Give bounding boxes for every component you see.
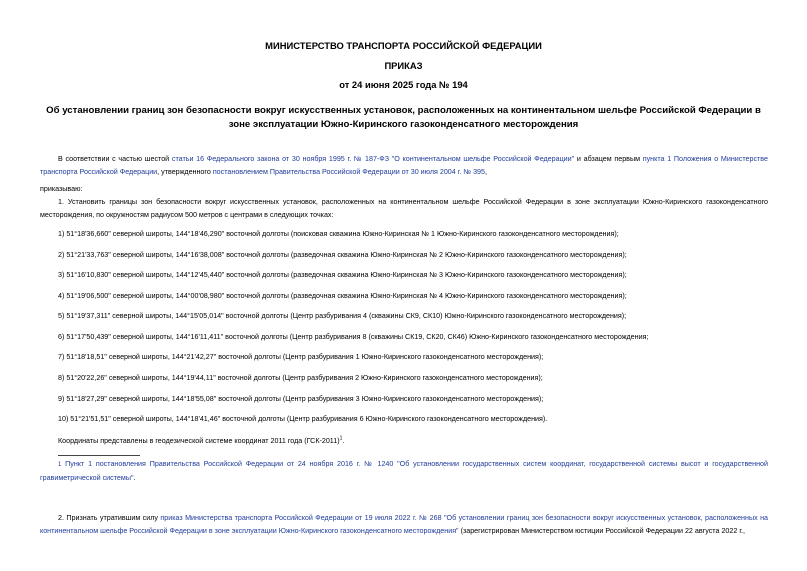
item-2-text-1: 2. Признать утратившим силу <box>58 514 161 522</box>
footnote-text <box>40 458 768 484</box>
coordinate-system-end: . <box>342 437 345 445</box>
document-title: Об установлении границ зон безопасности вокруг искусственных установок, расположенных на континентальном шельфе Российской Федерации в зоне эксплуатации Южно-Киринского газоконденсатного месторождения <box>46 105 761 130</box>
order-word: приказываю: <box>40 185 83 193</box>
item-2-text-2: (зарегистрирован Министерством юстиции Российской Федерации 22 августа 2022 г., <box>458 526 746 535</box>
preamble-text-4: , <box>485 167 487 176</box>
preamble-text-1: В соответствии с частью шестой <box>58 155 172 163</box>
preamble-text-3: , утвержденного <box>157 167 213 176</box>
item-2-paragraph <box>40 512 768 537</box>
point-item: 1) 51°18'36,660" северной широты, 144°18'46,290" восточной долготы (поисковая скважина Южно-Киринская № 1 Южно-Киринского газоконденсатного месторождения); <box>58 230 619 238</box>
preamble-text-2: и абзацем первым <box>574 155 643 163</box>
footnote-link[interactable]: Пункт 1 постановления Правительства Российской Федерации от 24 ноября 2016 г. № 1240 "Об установлении государственных систем координат, государственной системы высот и государственной гравиметрической системы" <box>40 460 769 482</box>
footnote-end: . <box>133 473 136 482</box>
document-type: ПРИКАЗ <box>384 60 423 71</box>
point-item: 7) 51°18'18,51" северной широты, 144°21'42,27" восточной долготы (Центр разбуривания 1 Южно-Киринского газоконденсатного месторождения); <box>58 353 544 361</box>
document-date-number: от 24 июня 2025 года № 194 <box>339 79 468 90</box>
point-item: 6) 51°17'50,439" северной широты, 144°16'11,411" восточной долготы (Центр разбуривания 8 (скважины СК19, СК20, СК46) Южно-Киринского газоконденсатного месторождения; <box>58 333 649 341</box>
point-item: 4) 51°19'06,500" северной широты, 144°00'08,980" восточной долготы (разведочная скважина Южно-Киринская № 4 Южно-Киринского газоконденсатного месторождения); <box>58 292 627 300</box>
point-item: 8) 51°20'22,26" северной широты, 144°19'44,11" восточной долготы (Центр разбуривания 2 Южно-Киринского газоконденсатного месторождения); <box>58 374 543 382</box>
law-link[interactable]: статьи 16 Федерального закона от 30 ноября 1995 г. № 187-ФЗ "О континентальном шельфе Российской Федерации" <box>171 155 575 163</box>
item-1-intro: 1. Установить границы зон безопасности вокруг искусственных установок, расположенных на континентальном шельфе Российской Федерации в зоне эксплуатации Южно-Киринского газоконденсатного месторождения, по окружностям радиусом 500 метров с центрами в следующих точках: <box>40 198 768 219</box>
point-item: 3) 51°16'10,830" северной широты, 144°12'45,440" восточной долготы (разведочная скважина Южно-Киринская № 3 Южно-Киринского газоконденсатного месторождения); <box>58 271 627 279</box>
footnote-marker: 1 <box>58 462 62 468</box>
coordinate-system-note <box>58 436 778 446</box>
point-item: 10) 51°21'51,51" северной широты, 144°18'41,46" восточной долготы (Центр разбуривания 6 Южно-Киринского газоконденсатного месторождения). <box>58 415 548 423</box>
ministry-heading: МИНИСТЕРСТВО ТРАНСПОРТА РОССИЙСКОЙ ФЕДЕРАЦИИ <box>265 40 542 51</box>
footnote-divider <box>58 455 140 456</box>
footnote-reference[interactable]: 1 <box>339 435 343 442</box>
coordinate-system-text: Координаты представлены в геодезической системе координат 2011 года (ГСК-2011) <box>58 437 340 445</box>
point-item: 2) 51°21'33,763" северной широты, 144°16'38,008" восточной долготы (разведочная скважина Южно-Киринская № 2 Южно-Киринского газоконденсатного месторождения); <box>58 251 627 259</box>
point-item: 5) 51°19'37,311" северной широты, 144°15'05,014" восточной долготы (Центр разбуривания 4 (скважины СК9, СК10) Южно-Киринского газоконденсатного месторождения); <box>58 312 627 320</box>
point-item: 9) 51°18'27,29" северной широты, 144°18'55,08" восточной долготы (Центр разбуривания 3 Южно-Киринского газоконденсатного месторождения); <box>58 395 544 403</box>
resolution-link[interactable]: постановлением Правительства Российской Федерации от 30 июля 2004 г. № 395 <box>212 167 485 176</box>
repealed-order-link[interactable]: приказ Министерства транспорта Российской Федерации от 19 июля 2022 г. № 268 "Об установлении границ зон безопасности вокруг искусственных установок, расположенных на континентальном шельфе Российской Федерации в зоне эксплуатации Южно-Киринского газоконденсатного месторождения" <box>40 514 768 535</box>
regulation-link[interactable]: пункта 1 Положения о Министерстве транспорта Российской Федерации <box>40 155 768 176</box>
preamble-paragraph <box>40 153 768 178</box>
